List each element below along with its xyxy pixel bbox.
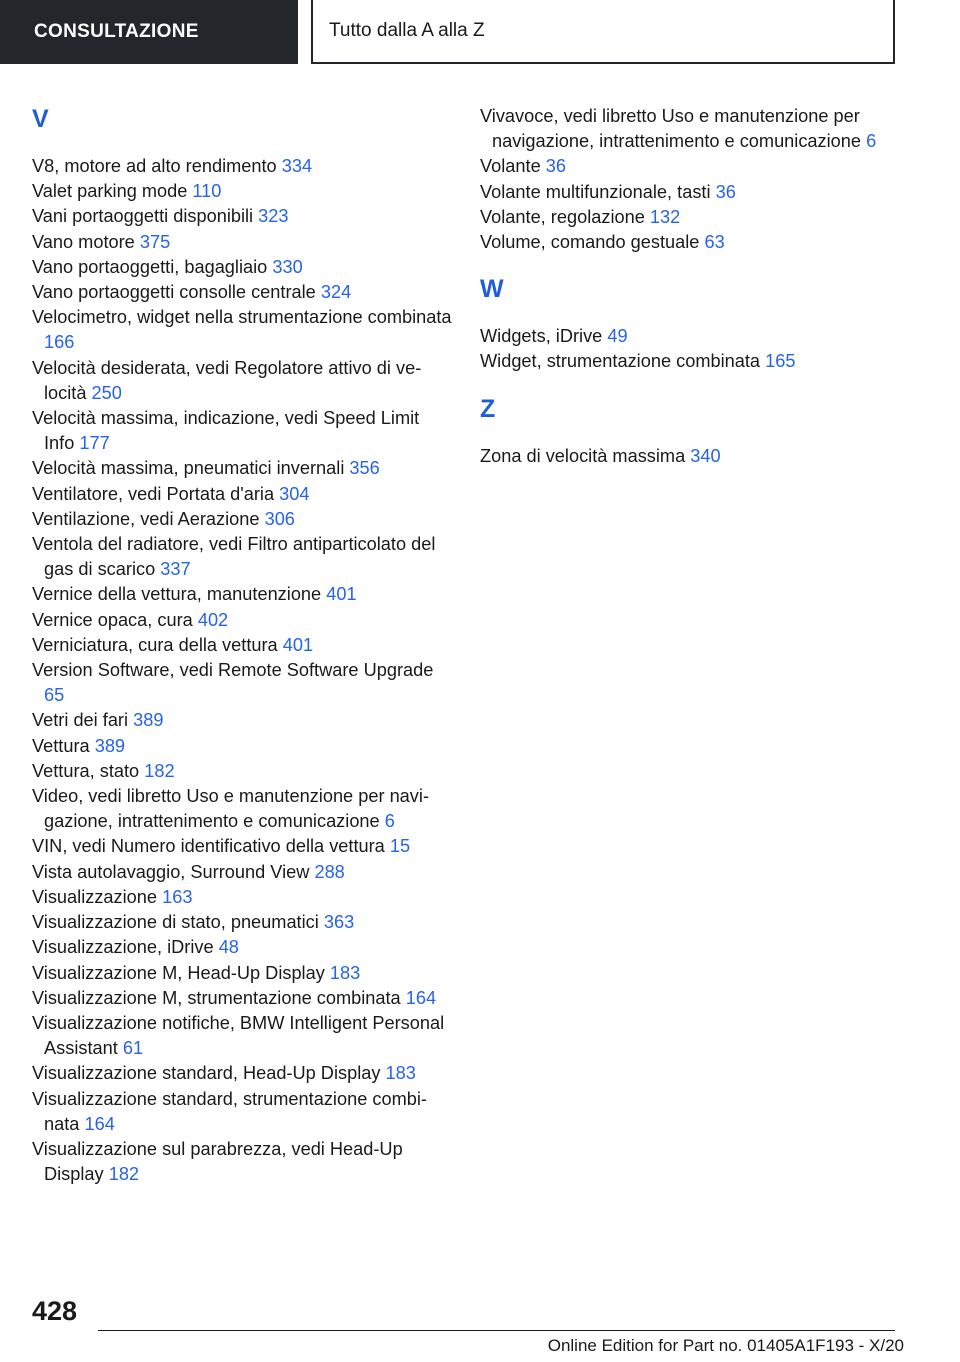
entry-text: Visualizzazione notifiche, BMW Intelligent Personal Assistant (32, 1012, 445, 1059)
index-entry (32, 456, 452, 481)
entry-page-link[interactable]: 177 (79, 433, 110, 454)
entry-page-link[interactable]: 164 (405, 987, 437, 1008)
index-entry (32, 1087, 452, 1137)
entry-text: Vettura, stato (32, 760, 140, 781)
index-entry (32, 759, 452, 784)
page-title-box (311, 0, 895, 64)
index-entry (32, 658, 452, 708)
entry-text: Verniciatura, cura della vettura (32, 634, 278, 655)
entry-text: Ventilazione, vedi Aerazione (32, 508, 260, 529)
entry-text: Visualizzazione standard, Head-Up Display (32, 1063, 381, 1084)
index-entry (480, 154, 900, 179)
index-sections (480, 274, 900, 469)
footer-edition: Online Edition for Part no. 01405A1F193 - X/20 (547, 1336, 904, 1355)
index-entry (32, 356, 452, 406)
index-entry (480, 349, 900, 374)
entry-page-link[interactable]: 183 (329, 962, 361, 983)
entry-text: Vernice della vettura, manutenzione (32, 584, 322, 605)
entry-page-link[interactable]: 61 (122, 1038, 144, 1059)
entry-page-link[interactable]: 182 (108, 1164, 140, 1185)
index-entry (480, 230, 900, 255)
entry-page-link[interactable]: 36 (715, 181, 736, 202)
entry-text: VIN, vedi Numero identificativo della vettura (32, 836, 385, 857)
index-entries-v (32, 154, 452, 1187)
entry-page-link[interactable]: 389 (94, 735, 126, 756)
entry-text: Visualizzazione M, strumentazione combinata (32, 987, 401, 1008)
entry-page-link[interactable]: 330 (272, 256, 303, 277)
entry-text: Vettura (32, 735, 90, 756)
entry-text: Volume, comando gestuale (480, 232, 700, 253)
entry-page-link[interactable]: 48 (218, 937, 239, 958)
entry-text: Widgets, iDrive (480, 326, 603, 347)
index-letter-z: Z (480, 394, 496, 423)
index-entry (32, 204, 452, 229)
entry-page-link[interactable]: 65 (44, 685, 65, 706)
entry-page-link[interactable]: 304 (279, 483, 310, 504)
entry-text: Visualizzazione (32, 886, 158, 907)
entry-page-link[interactable]: 15 (389, 836, 411, 857)
index-entry (32, 305, 452, 355)
page-title: Tutto dalla A alla Z (329, 20, 485, 41)
index-entry (32, 255, 452, 280)
entry-text: Volante multifunzionale, tasti (480, 181, 711, 202)
entry-page-link[interactable]: 401 (326, 584, 357, 605)
index-letter-v: V (32, 105, 49, 133)
index-column-right (480, 104, 900, 469)
entry-text: Visualizzazione, iDrive (32, 937, 214, 958)
entry-text: Widget, strumentazione combinata (480, 351, 761, 372)
entry-page-link[interactable]: 63 (704, 232, 725, 253)
index-entries-w (480, 324, 900, 374)
index-entry (32, 406, 452, 456)
entry-text: Velocimetro, widget nella strumentazione combinata (32, 307, 452, 328)
index-entry (32, 582, 452, 607)
entry-page-link[interactable]: 356 (349, 458, 380, 479)
index-entry (32, 961, 452, 986)
entry-page-link[interactable]: 49 (607, 326, 628, 347)
entry-text: Visualizzazione standard, strumentazione combinata (32, 1088, 427, 1134)
entry-page-link[interactable]: 36 (545, 156, 566, 177)
index-letter-w: W (480, 275, 504, 304)
index-entry (32, 734, 452, 759)
entry-text: Vetri dei fari (32, 710, 129, 731)
entry-text: Vernice opaca, cura (32, 609, 193, 630)
index-entry (480, 104, 900, 154)
index-entry (480, 444, 900, 469)
footer-rule (98, 1330, 895, 1331)
entry-text: Velocità massima, pneumatici invernali (32, 458, 345, 479)
entry-text: Valet parking mode (32, 181, 188, 202)
entry-text: Visualizzazione M, Head-Up Display (32, 962, 325, 983)
entry-text: Visualizzazione di stato, pneumatici (32, 912, 319, 933)
entry-text: Vani portaoggetti disponibili (32, 206, 254, 227)
index-entry (32, 885, 452, 910)
entry-page-link[interactable]: 337 (160, 559, 191, 580)
entry-text: Ventola del radiatore, vedi Filtro antiparticolato del gas di scarico (32, 534, 436, 580)
entry-page-link[interactable]: 324 (320, 282, 352, 303)
index-entries-z (480, 444, 900, 469)
entry-text: V8, motore ad alto rendimento (32, 156, 277, 176)
entry-page-link[interactable]: 110 (192, 181, 222, 202)
entry-page-link[interactable]: 401 (282, 634, 314, 655)
index-entry (480, 180, 900, 205)
entry-page-link[interactable]: 6 (866, 131, 877, 152)
index-entry (480, 324, 900, 349)
entry-page-link[interactable]: 402 (197, 609, 229, 630)
index-entry (32, 507, 452, 532)
index-entry (32, 910, 452, 935)
entry-page-link[interactable]: 182 (144, 760, 175, 781)
index-entry (32, 482, 452, 507)
entry-text: Vano portaoggetti, bagagliaio (32, 256, 268, 277)
entry-text: Vista autolavaggio, Surround View (32, 861, 310, 882)
index-entry (480, 205, 900, 230)
index-entry (32, 179, 452, 204)
entry-text: Visualizzazione sul parabrezza, vedi Head-Up Display (32, 1138, 403, 1185)
index-entry (32, 280, 452, 305)
entry-page-link[interactable]: 288 (314, 861, 345, 882)
index-entry (32, 986, 452, 1011)
entry-page-link[interactable]: 166 (44, 332, 75, 353)
index-entry (32, 935, 452, 960)
entry-page-link[interactable]: 164 (84, 1113, 115, 1134)
entry-page-link[interactable]: 363 (323, 912, 355, 933)
entry-page-link[interactable]: 165 (765, 351, 796, 372)
index-entry (32, 633, 452, 658)
entry-page-link[interactable]: 6 (384, 811, 395, 832)
entry-text: Ventilatore, vedi Portata d'aria (32, 483, 275, 504)
entry-text: Velocità desiderata, vedi Regolatore attivo di velocità (32, 357, 422, 403)
index-entry (32, 784, 452, 834)
entry-text: Vano motore (32, 231, 135, 252)
entry-text: Vano portaoggetti consolle centrale (32, 282, 316, 303)
entry-text: Volante (480, 156, 541, 177)
entry-page-link[interactable]: 323 (258, 206, 289, 227)
entry-text: Video, vedi libretto Uso e manutenzione per navigazione, intrattenimento e comunicazione (32, 786, 429, 832)
entry-page-link[interactable]: 163 (162, 886, 193, 907)
index-entry (32, 1061, 452, 1086)
index-entry (32, 608, 452, 633)
entry-page-link[interactable]: 389 (133, 710, 164, 731)
index-entry (32, 154, 452, 179)
entry-page-link[interactable]: 340 (690, 445, 721, 466)
entry-page-link[interactable]: 250 (91, 382, 122, 403)
page-number: 428 (32, 1296, 78, 1326)
index-entry (32, 1137, 452, 1187)
entry-text: Vivavoce, vedi libretto Uso e manutenzione per navigazione, intrattenimento e comunicazione (480, 106, 862, 152)
index-entry (32, 860, 452, 885)
entry-page-link[interactable]: 132 (649, 206, 681, 227)
section-tab: CONSULTAZIONE (0, 0, 298, 64)
entry-page-link[interactable]: 375 (139, 231, 171, 252)
index-entry (32, 708, 452, 733)
index-column-left (32, 104, 452, 1187)
entry-page-link[interactable]: 306 (264, 508, 295, 529)
entry-text: Version Software, vedi Remote Software Upgrade (32, 660, 434, 681)
entry-text: Volante, regolazione (480, 206, 645, 227)
entry-page-link[interactable]: 183 (385, 1063, 416, 1084)
index-entry (32, 532, 452, 582)
index-entries-v-continued (480, 104, 900, 255)
entry-page-link[interactable]: 334 (281, 156, 313, 176)
index-entry (32, 834, 452, 859)
entry-text: Zona di velocità massima (480, 445, 686, 466)
index-entry (32, 1011, 452, 1061)
entry-text: Velocità massima, indicazione, vedi Speed Limit Info (32, 408, 420, 454)
index-entry (32, 230, 452, 255)
